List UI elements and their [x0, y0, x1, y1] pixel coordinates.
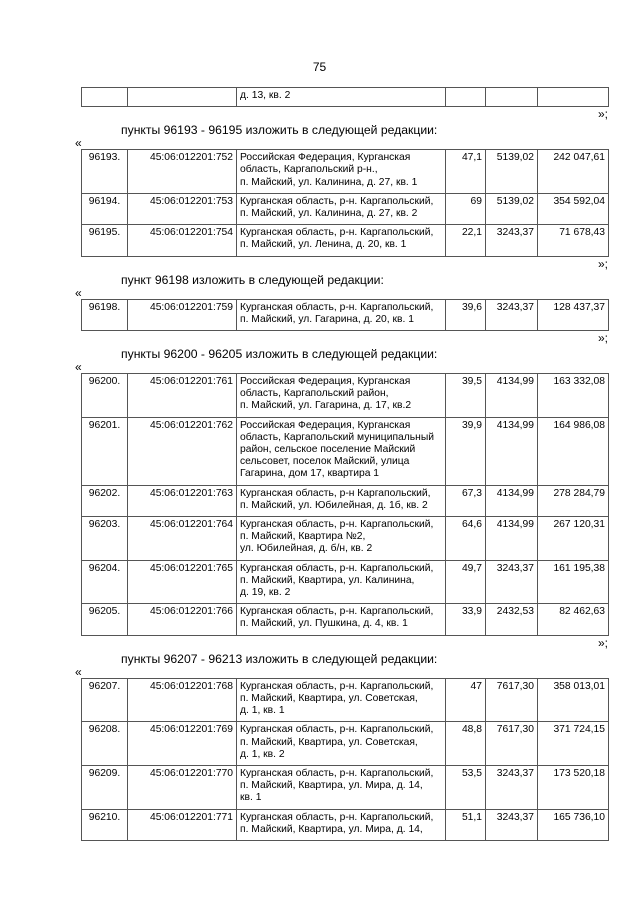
cell-rate: 2432,53	[486, 604, 538, 635]
table-row	[82, 485, 609, 516]
address-line: п. Майский, ул. Ленина, д. 20, кв. 1	[240, 239, 407, 251]
cell-cadastral: 45:06:012201:770	[128, 765, 237, 809]
table-row	[82, 765, 609, 809]
address-line: Курганская область, р-н. Каргапольский,	[240, 606, 434, 618]
address-line: Российская Федерация, Курганская	[240, 376, 411, 388]
cell-cadastral: 45:06:012201:753	[128, 193, 237, 224]
cell-address	[237, 560, 446, 604]
cell-rate: 4134,99	[486, 517, 538, 561]
cell-number: 96204.	[82, 560, 128, 604]
cell-cadastral: 45:06:012201:762	[128, 417, 237, 485]
address-line: п. Майский, Квартира, ул. Калинина,	[240, 574, 415, 586]
closing-quote: »;	[597, 635, 608, 650]
cell-address	[237, 809, 446, 840]
document-body	[75, 87, 608, 841]
cell-sum: 71 678,43	[538, 225, 609, 256]
address-line: ул. Юбилейная, д. б/н, кв. 2	[240, 543, 373, 555]
cell-number: 96202.	[82, 485, 128, 516]
cell-cadastral: 45:06:012201:764	[128, 517, 237, 561]
section-heading: пункт 96198 изложить в следующей редакции:	[121, 272, 384, 287]
table-row	[82, 604, 609, 635]
address-line: Гагарина, дом 17, квартира 1	[240, 468, 380, 480]
address-line: Курганская область, р-н. Каргапольский,	[240, 811, 434, 823]
section-heading: пункты 96193 - 96195 изложить в следующей редакции:	[121, 123, 438, 138]
cell-rate	[486, 88, 538, 107]
address-line: п. Майский, ул. Гагарина, д. 17, кв.2	[240, 400, 412, 412]
cell-address	[237, 604, 446, 635]
section-heading: пункты 96200 - 96205 изложить в следующей редакции:	[121, 347, 438, 362]
cell-address	[237, 299, 446, 330]
cell-area: 64,6	[446, 517, 486, 561]
cell-sum: 82 462,63	[538, 604, 609, 635]
cell-sum: 371 724,15	[538, 722, 609, 766]
cell-sum: 173 520,18	[538, 765, 609, 809]
address-line: д. 19, кв. 2	[240, 587, 291, 599]
table-row	[82, 517, 609, 561]
cell-address	[237, 765, 446, 809]
address-line: Курганская область, р-н. Каргапольский,	[240, 724, 434, 736]
cell-address	[237, 517, 446, 561]
address-line: Российская Федерация, Курганская	[240, 419, 411, 431]
cell-area: 39,9	[446, 417, 486, 485]
cell-area: 67,3	[446, 485, 486, 516]
cell-cadastral: 45:06:012201:759	[128, 299, 237, 330]
cell-sum: 242 047,61	[538, 150, 609, 194]
cell-cadastral: 45:06:012201:766	[128, 604, 237, 635]
cell-area: 39,5	[446, 374, 486, 418]
address-line: кв. 1	[240, 792, 262, 804]
cell-address	[237, 417, 446, 485]
address-line: Курганская область, р-н. Каргапольский,	[240, 519, 434, 531]
cell-rate: 4134,99	[486, 485, 538, 516]
address-line: п. Майский, ул. Гагарина, д. 20, кв. 1	[240, 313, 414, 325]
table-row	[82, 560, 609, 604]
cell-area: 53,5	[446, 765, 486, 809]
cell-address	[237, 193, 446, 224]
cell-sum: 354 592,04	[538, 193, 609, 224]
address-line: п. Майский, Квартира, ул. Мира, д. 14,	[240, 823, 423, 835]
address-line: п. Майский, Квартира, ул. Советская,	[240, 736, 418, 748]
cell-cadastral: 45:06:012201:761	[128, 374, 237, 418]
address-line: Курганская область, р-н. Каргапольский,	[240, 680, 434, 692]
table-row	[82, 150, 609, 194]
cell-rate: 4134,99	[486, 374, 538, 418]
cell-sum: 267 120,31	[538, 517, 609, 561]
closing-quote: »;	[597, 107, 608, 122]
opening-quote: «	[75, 136, 82, 151]
property-table	[81, 373, 609, 636]
cell-address	[237, 678, 446, 722]
cell-number: 96194.	[82, 193, 128, 224]
table-row	[82, 722, 609, 766]
cell-address	[237, 374, 446, 418]
cell-rate: 5139,02	[486, 193, 538, 224]
cell-cadastral: 45:06:012201:768	[128, 678, 237, 722]
cell-area: 33,9	[446, 604, 486, 635]
cell-number: 96195.	[82, 225, 128, 256]
table-row	[82, 299, 609, 330]
table-row	[82, 193, 609, 224]
section-heading: пункты 96207 - 96213 изложить в следующей редакции:	[121, 651, 438, 666]
address-line: п. Майский, Квартира, ул. Советская,	[240, 692, 418, 704]
property-table	[81, 149, 609, 256]
cell-number: 96210.	[82, 809, 128, 840]
address-line: Курганская область, р-н. Каргапольский,	[240, 227, 434, 239]
address-line: п. Майский, ул. Калинина, д. 27, кв. 1	[240, 176, 418, 188]
cell-rate: 4134,99	[486, 417, 538, 485]
cell-area: 47,1	[446, 150, 486, 194]
cell-rate: 3243,37	[486, 809, 538, 840]
address-line: Курганская область, р-н. Каргапольский,	[240, 195, 434, 207]
cell-sum: 128 437,37	[538, 299, 609, 330]
address-line: Курганская область, р-н. Каргапольский,	[240, 562, 434, 574]
address-line: область, Каргапольский муниципальный	[240, 431, 434, 443]
address-line: Российская Федерация, Курганская	[240, 152, 411, 164]
cell-area: 47	[446, 678, 486, 722]
cell-sum: 164 986,08	[538, 417, 609, 485]
cell-address	[237, 485, 446, 516]
address-line: область, Каргапольский р-н.,	[240, 164, 378, 176]
opening-quote: «	[75, 664, 82, 679]
cell-area: 49,7	[446, 560, 486, 604]
address-line: п. Майский, ул. Калинина, д. 27, кв. 2	[240, 208, 418, 220]
cell-cadastral	[128, 88, 237, 107]
address-line: д. 1, кв. 1	[240, 705, 285, 717]
cell-area: 39,6	[446, 299, 486, 330]
page-number: 75	[312, 60, 327, 74]
cell-address: д. 13, кв. 2	[237, 88, 446, 107]
property-table	[81, 299, 609, 331]
cell-area: 22,1	[446, 225, 486, 256]
cell-rate: 7617,30	[486, 678, 538, 722]
cell-rate: 3243,37	[486, 299, 538, 330]
address-line: Курганская область, р-н. Каргапольский,	[240, 301, 434, 313]
address-line: п. Майский, ул. Юбилейная, д. 1б, кв. 2	[240, 499, 428, 511]
cell-number: 96203.	[82, 517, 128, 561]
address-line: п. Майский, ул. Пушкина, д. 4, кв. 1	[240, 618, 408, 630]
cell-cadastral: 45:06:012201:754	[128, 225, 237, 256]
address-line: область, Каргапольский район,	[240, 388, 389, 400]
cell-cadastral: 45:06:012201:763	[128, 485, 237, 516]
table-row	[82, 809, 609, 840]
previous-table-fragment	[81, 87, 609, 107]
cell-cadastral: 45:06:012201:769	[128, 722, 237, 766]
table-row	[82, 88, 609, 107]
opening-quote: «	[75, 285, 82, 300]
cell-area: 51,1	[446, 809, 486, 840]
address-line: сельсовет, поселок Майский, улица	[240, 456, 410, 468]
address-line: Курганская область, р-н Каргапольский,	[240, 487, 431, 499]
cell-area: 48,8	[446, 722, 486, 766]
cell-rate: 3243,37	[486, 765, 538, 809]
cell-sum: 165 736,10	[538, 809, 609, 840]
address-line: Курганская область, р-н. Каргапольский,	[240, 767, 434, 779]
cell-number: 96200.	[82, 374, 128, 418]
amendment-sections	[75, 107, 608, 841]
cell-rate: 5139,02	[486, 150, 538, 194]
cell-sum: 358 013,01	[538, 678, 609, 722]
cell-rate: 3243,37	[486, 560, 538, 604]
cell-sum: 278 284,79	[538, 485, 609, 516]
property-table	[81, 678, 609, 841]
cell-number: 96201.	[82, 417, 128, 485]
cell-sum: 161 195,38	[538, 560, 609, 604]
closing-quote: »;	[597, 256, 608, 271]
cell-sum: 163 332,08	[538, 374, 609, 418]
cell-sum	[538, 88, 609, 107]
cell-number: 96209.	[82, 765, 128, 809]
cell-cadastral: 45:06:012201:752	[128, 150, 237, 194]
cell-address	[237, 225, 446, 256]
cell-rate: 3243,37	[486, 225, 538, 256]
table-row	[82, 225, 609, 256]
cell-cadastral: 45:06:012201:771	[128, 809, 237, 840]
cell-number	[82, 88, 128, 107]
cell-number: 96207.	[82, 678, 128, 722]
cell-number: 96208.	[82, 722, 128, 766]
address-line: д. 1, кв. 2	[240, 748, 285, 760]
cell-address	[237, 150, 446, 194]
cell-number: 96198.	[82, 299, 128, 330]
cell-cadastral: 45:06:012201:765	[128, 560, 237, 604]
cell-rate: 7617,30	[486, 722, 538, 766]
table-row	[82, 374, 609, 418]
cell-area: 69	[446, 193, 486, 224]
address-line: п. Майский, Квартира, ул. Мира, д. 14,	[240, 780, 423, 792]
cell-area	[446, 88, 486, 107]
cell-number: 96193.	[82, 150, 128, 194]
closing-quote: »;	[597, 331, 608, 346]
cell-address	[237, 722, 446, 766]
table-row	[82, 678, 609, 722]
address-line: п. Майский, Квартира №2,	[240, 531, 366, 543]
table-row	[82, 417, 609, 485]
cell-number: 96205.	[82, 604, 128, 635]
address-line: район, сельское поселение Майский	[240, 444, 416, 456]
opening-quote: «	[75, 360, 82, 375]
